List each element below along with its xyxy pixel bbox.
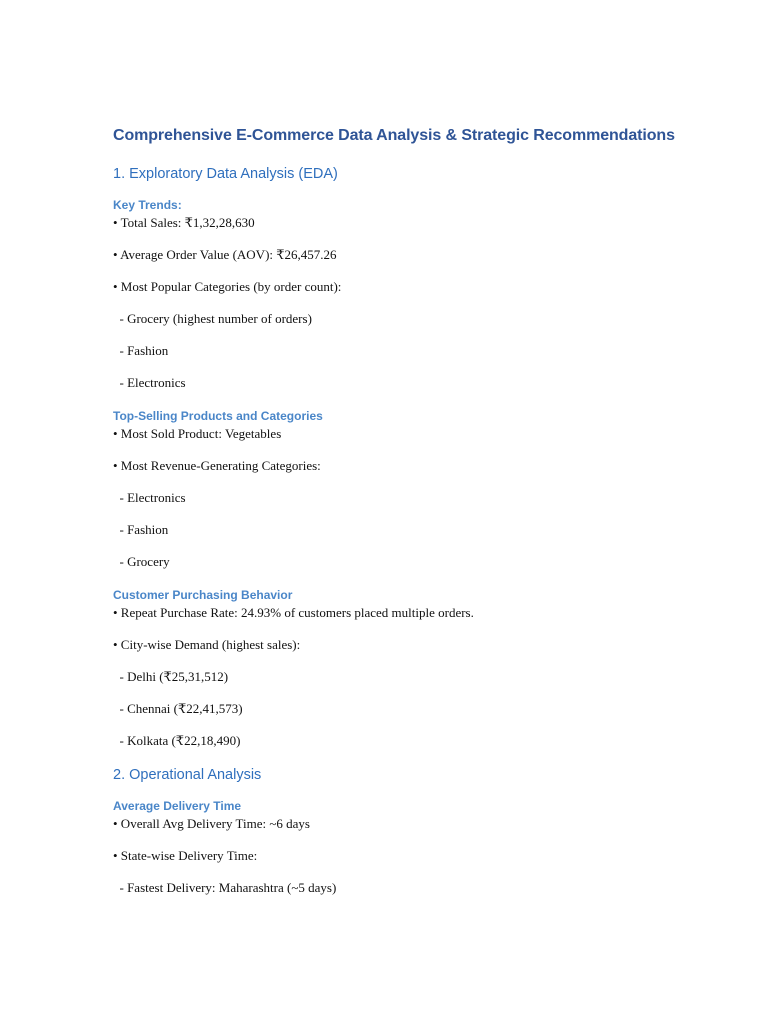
paragraph-revenue-categories: • Most Revenue-Generating Categories: [113, 458, 321, 473]
paragraph-most-sold-product: • Most Sold Product: Vegetables [113, 426, 282, 441]
subheading-top-selling: Top-Selling Products and Categories [113, 409, 323, 423]
document-title: Comprehensive E-Commerce Data Analysis & Strategic Recommendations [113, 127, 675, 144]
document-body [113, 124, 733, 897]
section-heading-eda: 1. Exploratory Data Analysis (EDA) [113, 166, 338, 182]
paragraph-city-demand: • City-wise Demand (highest sales): [113, 637, 301, 652]
subheading-delivery-time: Average Delivery Time [113, 799, 242, 813]
list-item-delhi: - Delhi (₹25,31,512) [113, 669, 229, 684]
list-item-grocery: - Grocery (highest number of orders) [113, 311, 312, 326]
list-item-chennai: - Chennai (₹22,41,573) [113, 701, 243, 716]
subheading-customer-behavior: Customer Purchasing Behavior [113, 588, 293, 602]
paragraph-state-delivery: • State-wise Delivery Time: [113, 848, 258, 863]
list-item-fastest-delivery: - Fastest Delivery: Maharashtra (~5 days) [113, 880, 337, 895]
list-item-kolkata: - Kolkata (₹22,18,490) [113, 733, 241, 748]
list-item-electronics: - Electronics [113, 375, 186, 390]
paragraph-overall-delivery: • Overall Avg Delivery Time: ~6 days [113, 816, 310, 831]
list-item-grocery: - Grocery [113, 554, 170, 569]
paragraph-popular-categories: • Most Popular Categories (by order count): [113, 279, 342, 294]
paragraph-total-sales: • Total Sales: ₹1,32,28,630 [113, 215, 255, 230]
list-item-fashion: - Fashion [113, 522, 169, 537]
subheading-key-trends: Key Trends: [113, 198, 182, 212]
paragraph-aov: • Average Order Value (AOV): ₹26,457.26 [113, 247, 337, 262]
list-item-fashion: - Fashion [113, 343, 169, 358]
list-item-electronics: - Electronics [113, 490, 186, 505]
paragraph-repeat-purchase: • Repeat Purchase Rate: 24.93% of customers placed multiple orders. [113, 605, 474, 620]
section-heading-operational: 2. Operational Analysis [113, 767, 262, 783]
